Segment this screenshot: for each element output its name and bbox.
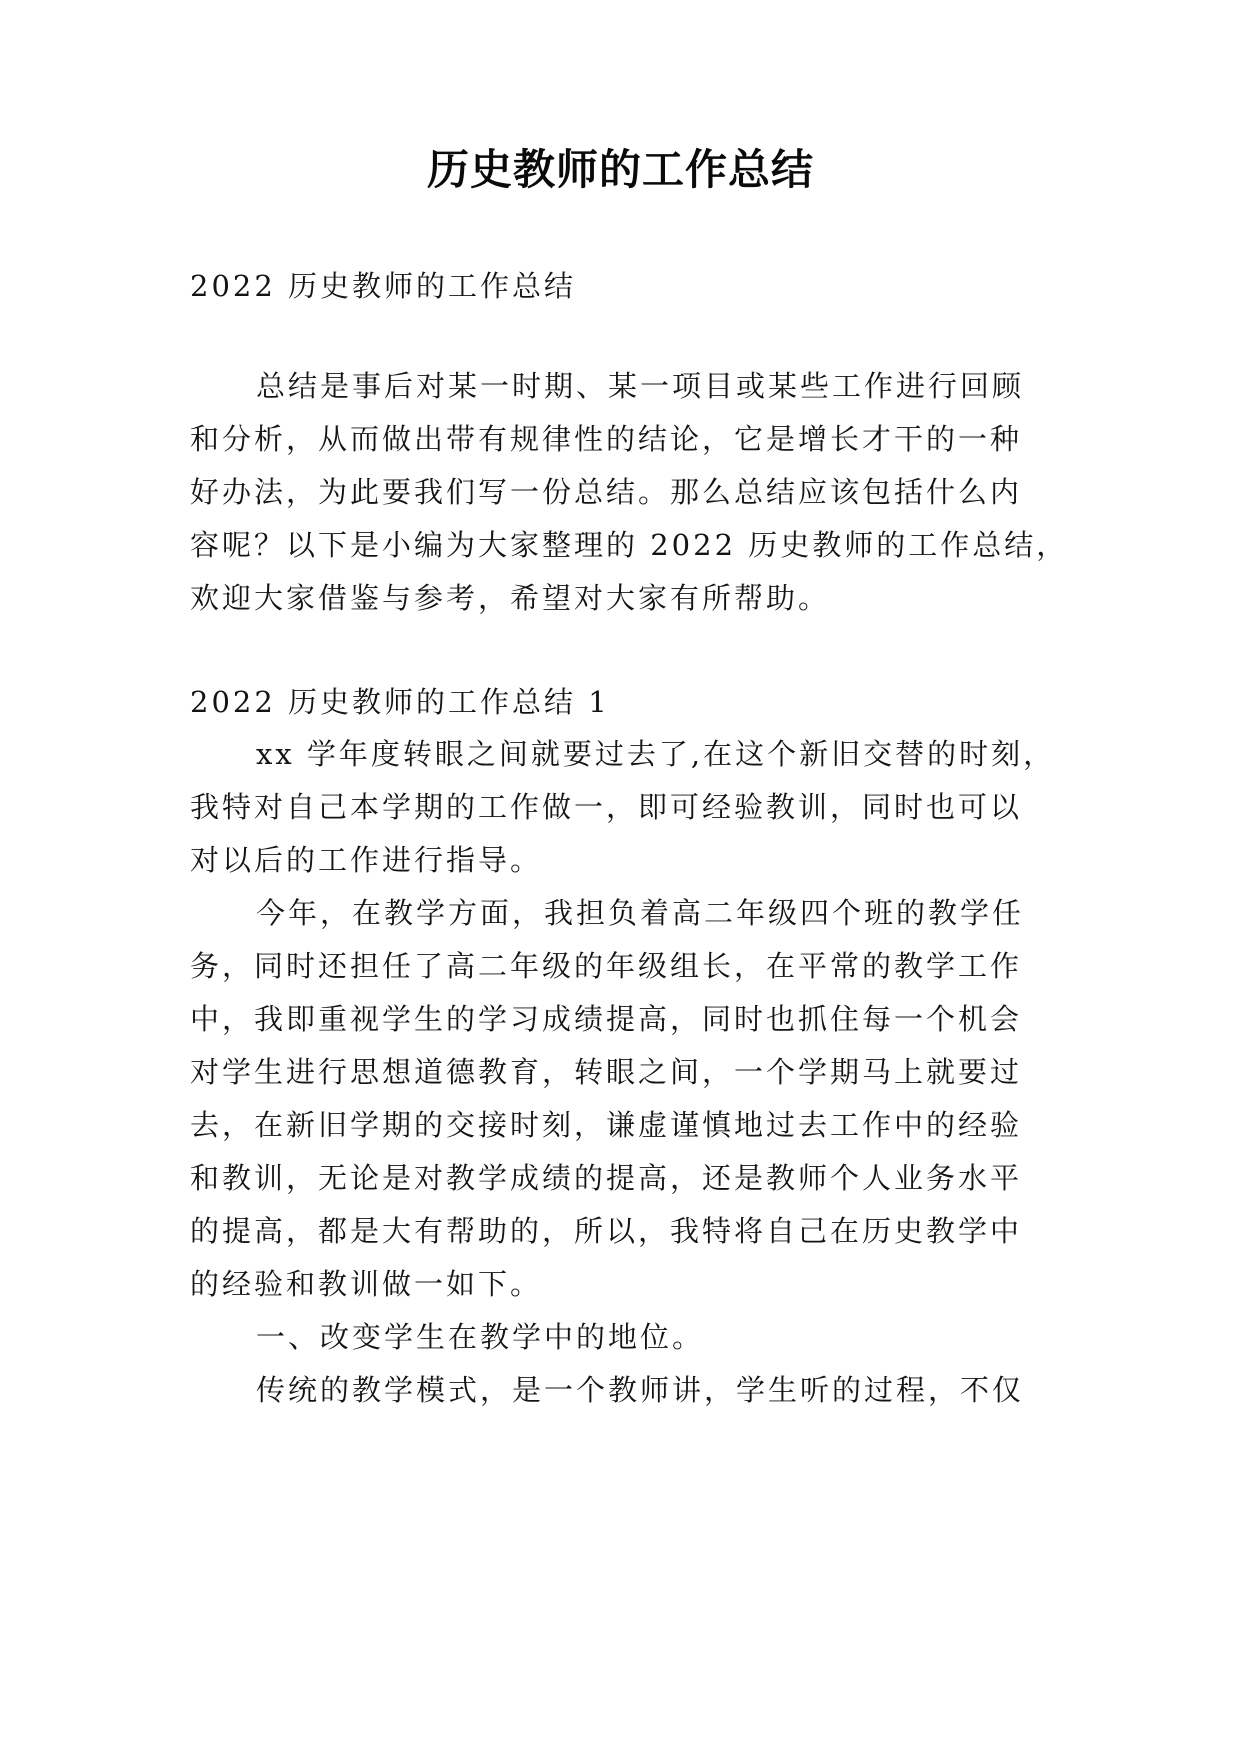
intro-line-3: 好办法，为此要我们写一份总结。那么总结应该包括什么内	[190, 475, 1023, 509]
body-line-2: 我特对自己本学期的工作做一，即可经验教训，同时也可以	[190, 790, 1023, 824]
intro-line-4: 容呢？以下是小编为大家整理的 2022 历史教师的工作总结，	[190, 528, 1069, 562]
intro-line-1: 总结是事后对某一时期、某一项目或某些工作进行回顾	[256, 369, 1025, 403]
intro-line-5: 欢迎大家借鉴与参考，希望对大家有所帮助。	[190, 581, 831, 615]
body-line-11: 的经验和教训做一如下。	[190, 1267, 543, 1301]
body-line-1: xx 学年度转眼之间就要过去了,在这个新旧交替的时刻，	[256, 737, 1056, 771]
body-line-4: 今年，在教学方面，我担负着高二年级四个班的教学任	[256, 896, 1025, 930]
body-line-9: 和教训，无论是对教学成绩的提高，还是教师个人业务水平	[190, 1161, 1023, 1195]
body-line-7: 对学生进行思想道德教育，转眼之间，一个学期马上就要过	[190, 1055, 1023, 1089]
body-line-12: 一、改变学生在教学中的地位。	[256, 1320, 705, 1354]
body-line-3: 对以后的工作进行指导。	[190, 843, 543, 877]
intro-line-2: 和分析，从而做出带有规律性的结论，它是增长才干的一种	[190, 422, 1023, 456]
body-line-8: 去，在新旧学期的交接时刻，谦虚谨慎地过去工作中的经验	[190, 1108, 1023, 1142]
body-line-13: 传统的教学模式，是一个教师讲，学生听的过程，不仅	[256, 1373, 1025, 1407]
document-title: 历史教师的工作总结	[426, 145, 814, 194]
body-line-6: 中，我即重视学生的学习成绩提高，同时也抓住每一个机会	[190, 1002, 1023, 1036]
body-line-5: 务，同时还担任了高二年级的年级组长，在平常的教学工作	[190, 949, 1023, 983]
section-heading: 2022 历史教师的工作总结 1	[190, 685, 610, 719]
document-subtitle: 2022 历史教师的工作总结	[190, 269, 577, 303]
body-line-10: 的提高，都是大有帮助的，所以，我特将自己在历史教学中	[190, 1214, 1023, 1248]
